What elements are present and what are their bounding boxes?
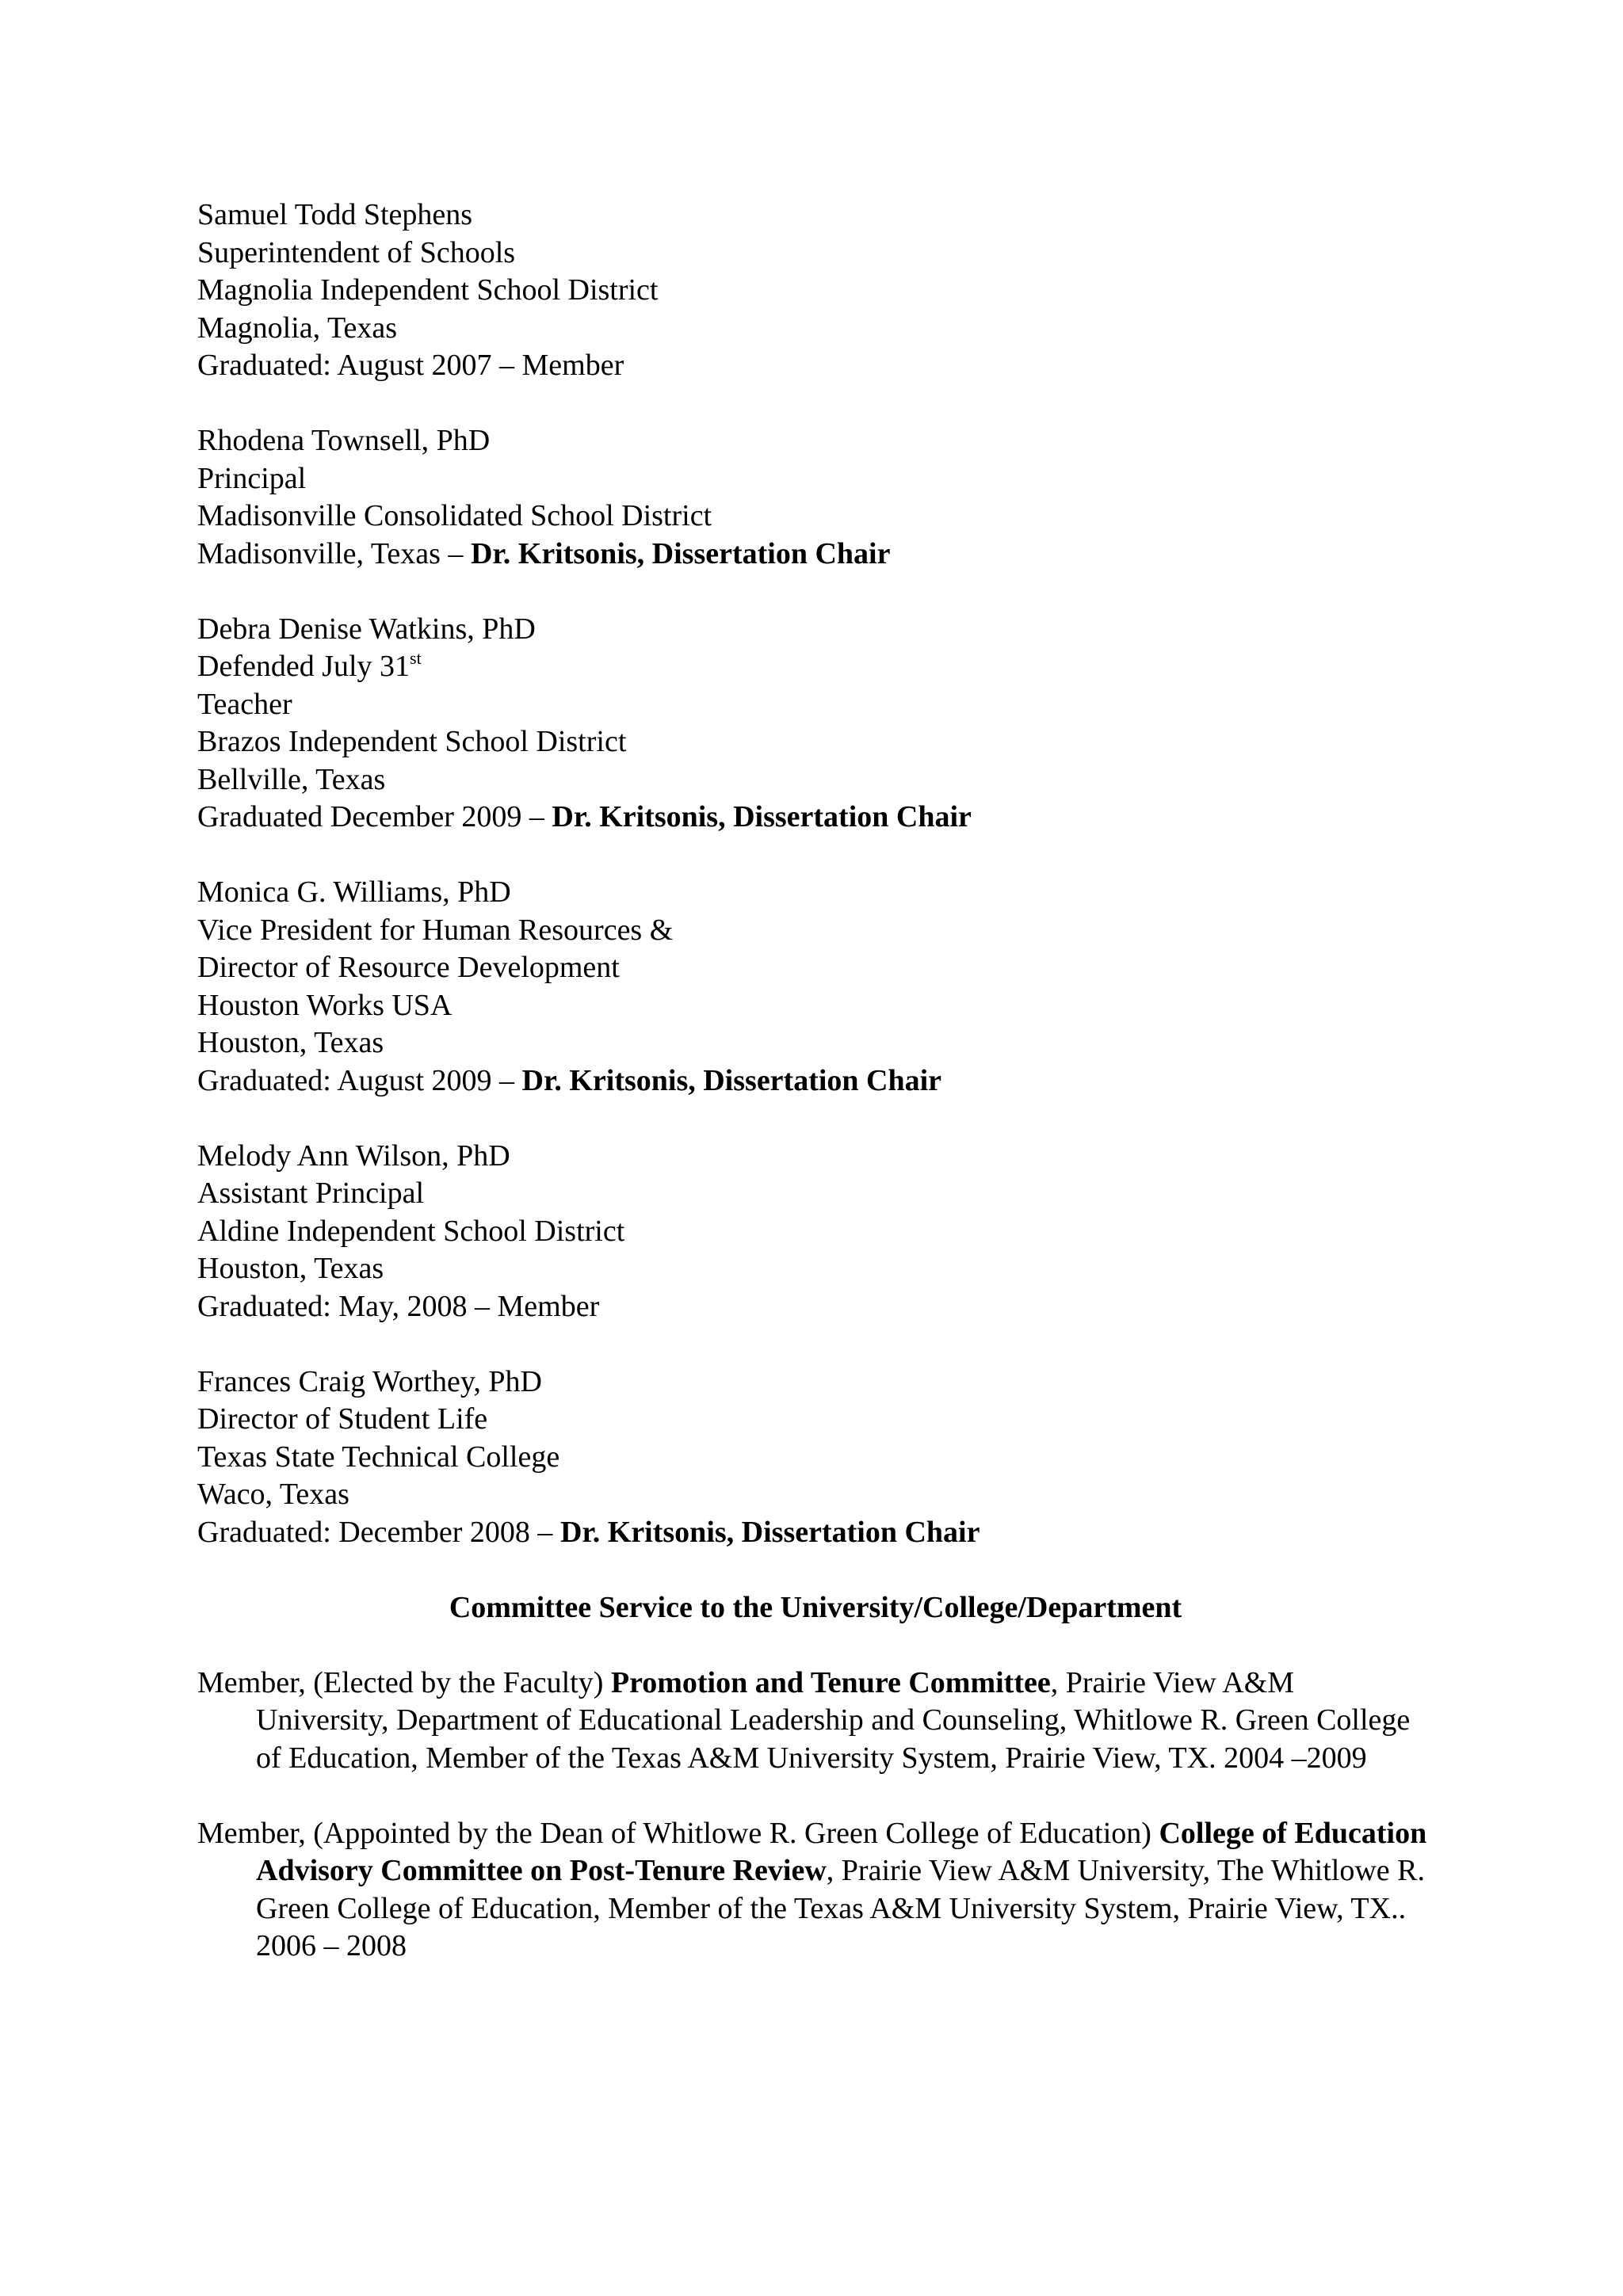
graduate-title: Superintendent of Schools: [197, 235, 516, 269]
committee-name: Promotion and Tenure Committee: [610, 1665, 1051, 1699]
graduate-title: Teacher: [197, 687, 292, 721]
graduate-entry-townsell: [197, 422, 1434, 573]
graduate-status: Graduated: May, 2008 – Member: [197, 1289, 600, 1323]
dissertation-chair-label: Dr. Kritsonis, Dissertation Chair: [470, 536, 891, 570]
graduate-name: Samuel Todd Stephens: [197, 198, 473, 231]
document-page: [197, 196, 1434, 2003]
committee-service-item: [197, 1665, 1434, 1778]
graduate-name: Melody Ann Wilson, PhD: [197, 1138, 510, 1173]
graduate-name: Debra Denise Watkins, PhD: [197, 612, 536, 646]
graduate-organization: Aldine Independent School District: [197, 1214, 625, 1248]
graduate-name: Rhodena Townsell, PhD: [197, 424, 491, 457]
graduate-location: Houston, Texas: [197, 1252, 384, 1285]
graduate-organization: Brazos Independent School District: [197, 725, 627, 758]
graduate-defended-date: [197, 648, 1434, 686]
graduate-location-status: [197, 536, 1434, 574]
graduate-location: Bellville, Texas: [197, 762, 386, 796]
graduate-entry-stephens: [197, 196, 1434, 385]
graduate-location: Waco, Texas: [197, 1478, 349, 1511]
graduate-status: Graduated: August 2007 – Member: [197, 349, 624, 382]
graduate-title: Assistant Principal: [197, 1177, 425, 1210]
graduate-name: Frances Craig Worthey, PhD: [197, 1364, 542, 1398]
service-details-text: , Prairie View A&M University, Department of Educational Leadership and Counseling, Whitlowe R. Green College of Education, Member of the Texas A&M University System, Prairie View, TX. 2004 –2009: [256, 1665, 1411, 1775]
service-role-text: Member, (Appointed by the Dean of Whitlowe R. Green College of Education): [197, 1816, 1159, 1850]
service-role-text: Member, (Elected by the Faculty): [197, 1665, 611, 1699]
dissertation-chair-label: Dr. Kritsonis, Dissertation Chair: [559, 1515, 980, 1549]
dissertation-chair-label: Dr. Kritsonis, Dissertation Chair: [521, 1063, 942, 1097]
committee-service-item: [197, 1815, 1434, 1966]
graduate-organization: Magnolia Independent School District: [197, 273, 659, 307]
graduate-entry-williams: [197, 874, 1434, 1100]
graduate-status: [197, 1062, 1434, 1100]
graduate-entry-watkins: [197, 611, 1434, 837]
ordinal-suffix: st: [410, 648, 422, 668]
dissertation-chair-label: Dr. Kritsonis, Dissertation Chair: [552, 800, 972, 833]
graduate-name: Monica G. Williams, PhD: [197, 875, 511, 909]
graduate-location: Magnolia, Texas: [197, 311, 398, 345]
status-text: Graduated: December 2008 –: [197, 1515, 560, 1549]
service-details-text: , Prairie View A&M University, The Whitlowe R. Green College of Education, Member of the Texas A&M University System, Prairie View, TX.. 2006 – 2008: [256, 1854, 1425, 1962]
graduate-title: Director of Student Life: [197, 1402, 488, 1436]
defended-text: Defended July 31: [197, 650, 411, 683]
graduate-title-continued: Director of Resource Development: [197, 951, 620, 984]
graduate-organization: Texas State Technical College: [197, 1440, 560, 1474]
location-text: Madisonville, Texas –: [197, 536, 471, 570]
status-text: Graduated: August 2009 –: [197, 1063, 522, 1097]
graduate-title: Principal: [197, 461, 307, 495]
graduate-location: Houston, Texas: [197, 1026, 384, 1059]
section-heading: Committee Service to the University/College/Department: [449, 1590, 1182, 1624]
graduate-status: [197, 799, 1434, 837]
committee-name: College of Education Advisory Committee on Post-Tenure Review: [256, 1816, 1427, 1887]
graduate-entry-worthey: [197, 1363, 1434, 1552]
status-text: Graduated December 2009 –: [197, 800, 552, 833]
graduate-title: Vice President for Human Resources &: [197, 913, 674, 947]
graduate-status: [197, 1514, 1434, 1552]
graduate-entry-wilson: [197, 1138, 1434, 1326]
graduate-organization: Madisonville Consolidated School District: [197, 499, 712, 532]
graduate-organization: Houston Works USA: [197, 988, 453, 1022]
